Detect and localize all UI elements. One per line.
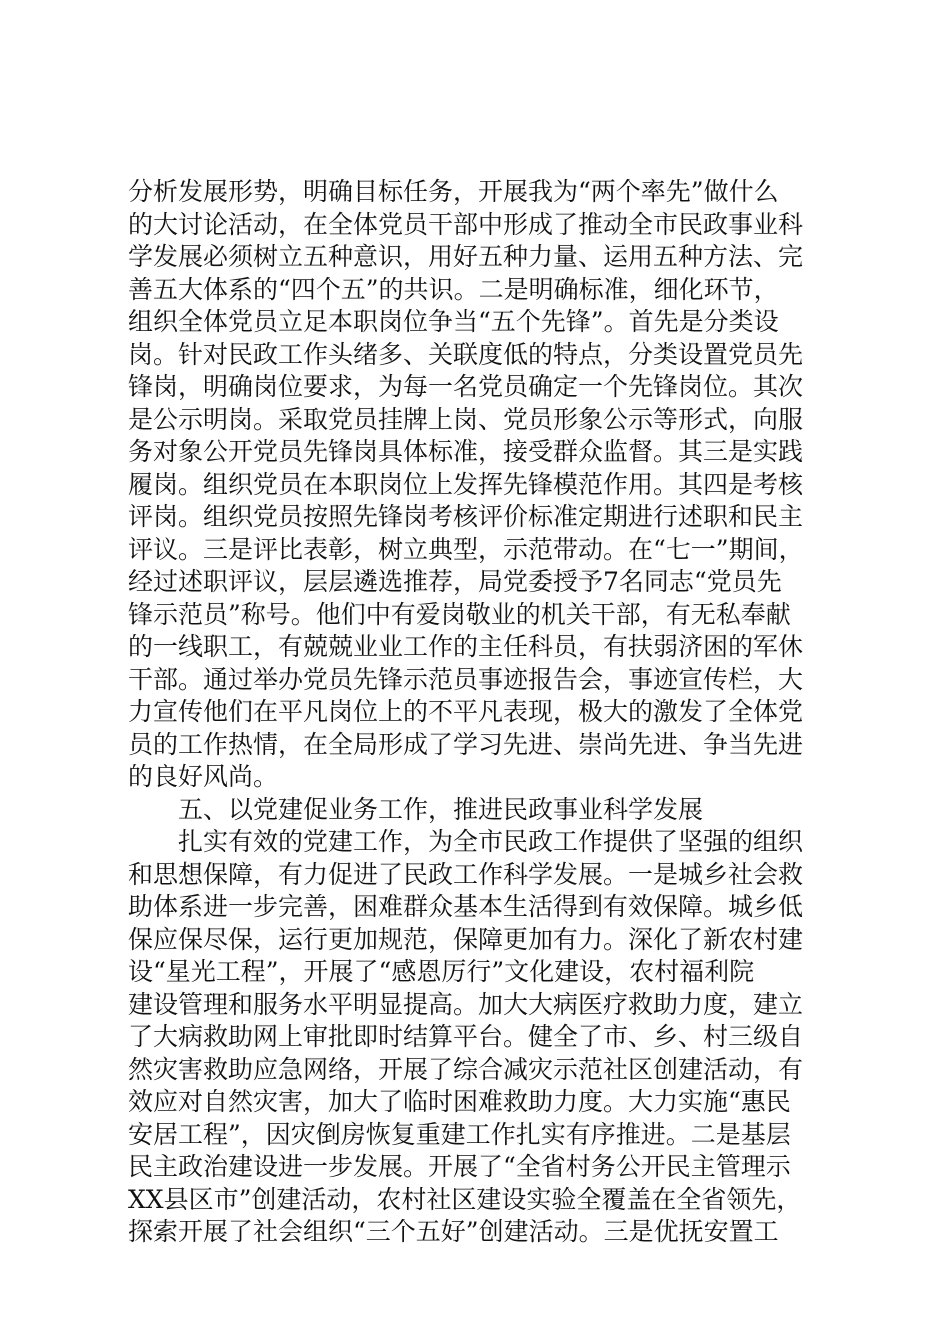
text-line: 保应保尽保，运行更加规范，保障更加有力。深化了新农村建 bbox=[128, 924, 804, 954]
text-line: 的一线职工，有兢兢业业工作的主任科员，有扶弱济困的军休 bbox=[128, 632, 804, 661]
text-line: 了大病救助网上审批即时结算平台。健全了市、乡、村三级自 bbox=[128, 1022, 804, 1051]
paragraph-first-line: 扎实有效的党建工作，为全市民政工作提供了坚强的组织 bbox=[178, 827, 804, 856]
text-line: 安居工程”，因灾倒房恢复重建工作扎实有序推进。二是基层 bbox=[128, 1119, 791, 1149]
text-line: 效应对自然灾害，加大了临时困难救助力度。大力实施“惠民 bbox=[128, 1087, 791, 1116]
text-line: 探索开展了社会组织“三个五好”创建活动。三是优抚安置工 bbox=[128, 1217, 779, 1246]
text-line: 评岗。组织党员按照先锋岗考核评价标准定期进行述职和民主 bbox=[128, 502, 804, 531]
text-line: 然灾害救助应急网络，开展了综合减灾示范社区创建活动，有 bbox=[128, 1054, 804, 1084]
text-line: 力宣传他们在平凡岗位上的不平凡表现，极大的激发了全体党 bbox=[128, 697, 804, 726]
text-line: 设“星光工程”，开展了“感恩厉行”文化建设，农村福利院 bbox=[128, 957, 755, 986]
text-line: 锋示范员”称号。他们中有爱岗敬业的机关干部，有无私奉献 bbox=[128, 599, 791, 629]
text-line: 善五大体系的“四个五”的共识。二是明确标准，细化环节， bbox=[128, 274, 779, 304]
section-heading: 五、以党建促业务工作，推进民政事业科学发展 bbox=[178, 794, 704, 824]
text-line: 和思想保障，有力促进了民政工作科学发展。一是城乡社会救 bbox=[128, 859, 804, 889]
text-line: 民主政治建设进一步发展。开展了“全省村务公开民主管理示 bbox=[128, 1152, 791, 1181]
text-line: 岗。针对民政工作头绪多、关联度低的特点，分类设置党员先 bbox=[128, 339, 804, 369]
text-line: 锋岗，明确岗位要求，为每一名党员确定一个先锋岗位。其次 bbox=[128, 372, 804, 401]
text-line: 是公示明岗。采取党员挂牌上岗、党员形象公示等形式，向服 bbox=[128, 404, 804, 434]
text-line: 分析发展形势，明确目标任务，开展我为“两个率先”做什么 bbox=[128, 177, 779, 206]
text-line: 建设管理和服务水平明显提高。加大大病医疗救助力度，建立 bbox=[128, 989, 804, 1019]
text-line: 助体系进一步完善，困难群众基本生活得到有效保障。城乡低 bbox=[128, 892, 804, 921]
text-line: 务对象公开党员先锋岗具体标准，接受群众监督。其三是实践 bbox=[128, 437, 804, 466]
body-text bbox=[128, 176, 828, 1249]
text-line: 经过述职评议，层层遴选推荐，局党委授予7名同志“党员先 bbox=[128, 567, 782, 596]
text-line: 的大讨论活动，在全体党员干部中形成了推动全市民政事业科 bbox=[128, 209, 804, 239]
text-line: 员的工作热情，在全局形成了学习先进、崇尚先进、争当先进 bbox=[128, 729, 804, 759]
text-line: XX县区市”创建活动，农村社区建设实验全覆盖在全省领先， bbox=[128, 1184, 802, 1214]
text-line: 干部。通过举办党员先锋示范员事迹报告会，事迹宣传栏，大 bbox=[128, 664, 804, 694]
text-line: 评议。三是评比表彰，树立典型，示范带动。在“七一”期间， bbox=[128, 534, 804, 564]
text-line: 的良好风尚。 bbox=[128, 762, 279, 791]
text-line: 履岗。组织党员在本职岗位上发挥先锋模范作用。其四是考核 bbox=[128, 469, 804, 499]
text-line: 学发展必须树立五种意识，用好五种力量、运用五种方法、完 bbox=[128, 242, 804, 271]
text-line: 组织全体党员立足本职岗位争当“五个先锋”。首先是分类设 bbox=[128, 307, 779, 336]
